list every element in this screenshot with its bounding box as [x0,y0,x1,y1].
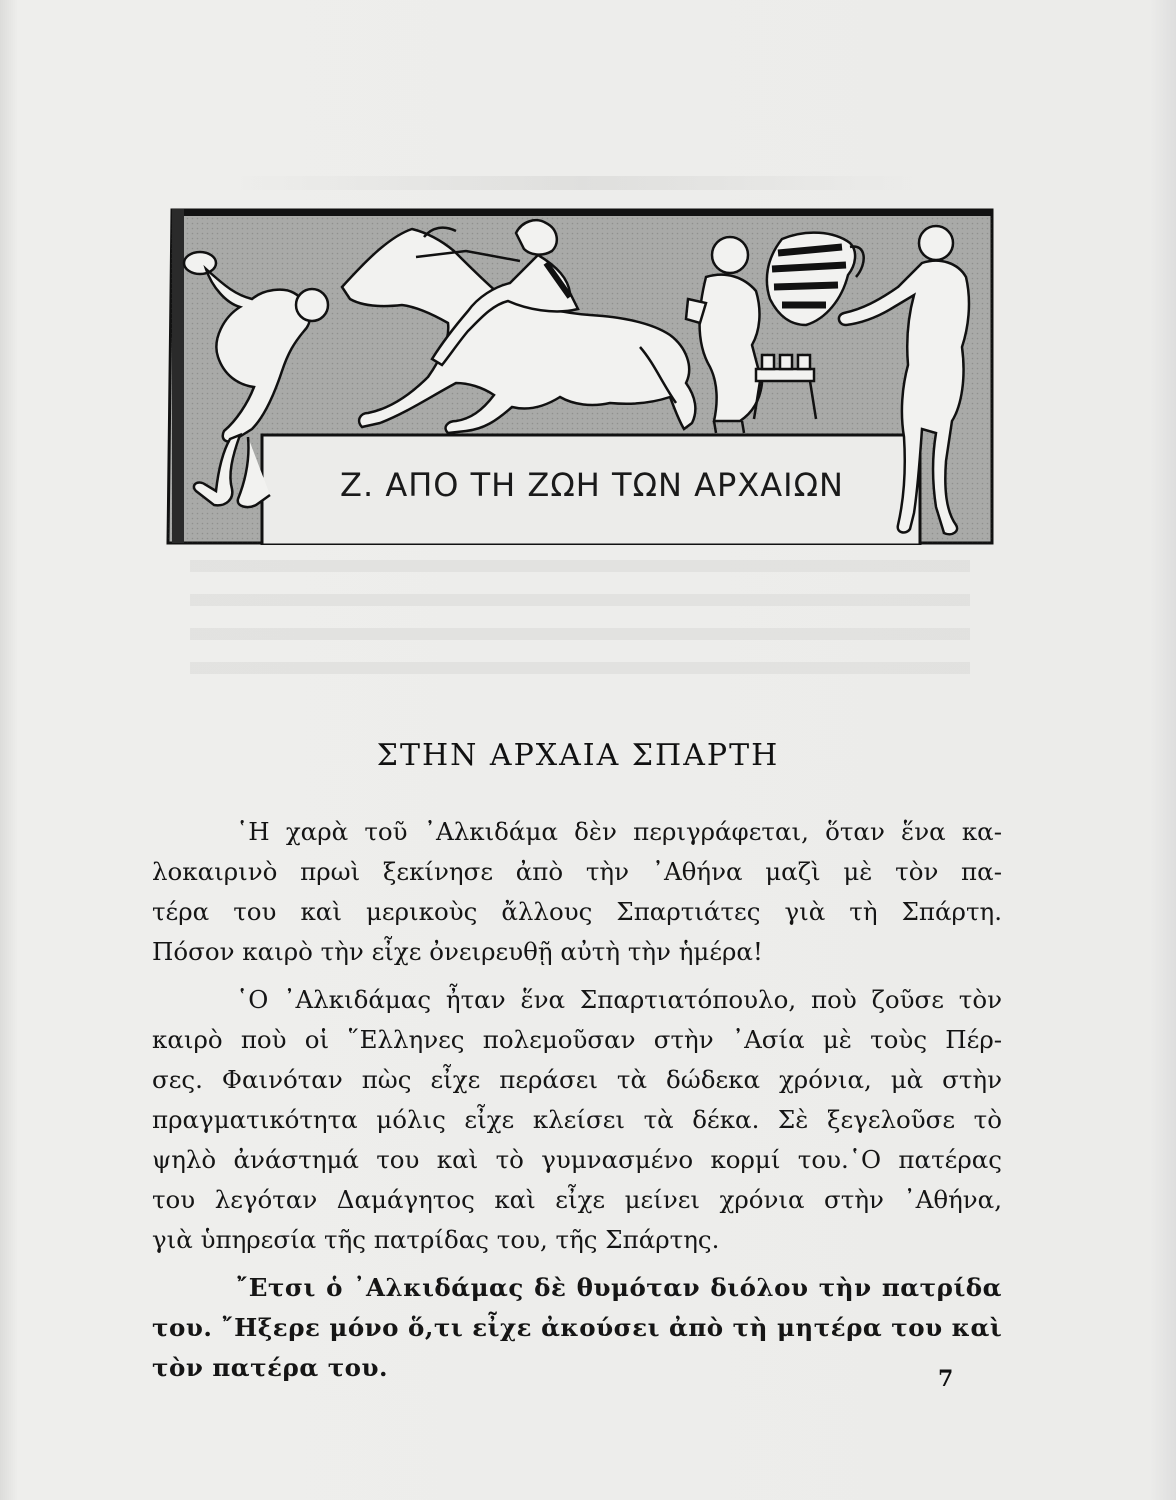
text-line: ῎Ετσι ὁ ᾿Αλκιδάμας δὲ θυμόταν διόλου τὴν πατρίδα [236,1273,1002,1302]
page-number: 7 [938,1366,954,1392]
text-line: ψηλὸ ἀνάστημά του καὶ τὸ γυμνασμένο κορμί του.῾Ο πατέρας [152,1145,1002,1174]
paragraph-2 [152,980,1002,1260]
text-line: ῾Ο ᾿Αλκιδάμας ἦταν ἕνα Σπαρτιατόπουλο, ποὺ ζοῦσε τὸν [236,985,1002,1014]
paragraph-3 [152,1268,1002,1388]
section-title: ΣΤΗΝ ΑΡΧΑΙΑ ΣΠΑΡΤΗ [376,738,780,773]
text-line: πραγματικότητα μόλις εἶχε κλείσει τὰ δέκα. Σὲ ξεγελοῦσε τὸ [152,1105,1002,1134]
text-line: γιὰ ὑπηρεσία τῆς πατρίδας του, τῆς Σπάρτης. [152,1225,720,1254]
text-line: ῾Η χαρὰ τοῦ ᾿Αλκιδάμα δὲν περιγράφεται, ὅταν ἕνα κα- [236,817,1002,846]
text-line: τέρα του καὶ μερικοὺς ἄλλους Σπαρτιάτες γιὰ τὴ Σπάρτη. [152,897,1002,926]
show-through-decoration [232,176,932,190]
show-through-decoration [190,560,970,690]
chapter-title: Ζ. ΑΠΟ ΤΗ ΖΩΗ ΤΩΝ ΑΡΧΑΙΩΝ [340,466,844,504]
text-line: καιρὸ ποὺ οἱ ῞Ελληνες πολεμοῦσαν στὴν ᾿Ασία μὲ τοὺς Πέρ- [152,1025,1002,1054]
text-line: λοκαιρινὸ πρωὶ ξεκίνησε ἀπὸ τὴν ᾿Αθήνα μαζὶ μὲ τὸν πα- [152,857,1002,886]
text-line: σες. Φαινόταν πὼς εἶχε περάσει τὰ δώδεκα χρόνια, μὰ στὴν [152,1065,1002,1094]
text-line: τὸν πατέρα του. [152,1353,389,1382]
body-text [152,812,1002,1396]
text-line: του. ῎Ηξερε μόνο ὅ,τι εἶχε ἀκούσει ἀπὸ τὴ μητέρα του καὶ [152,1313,1003,1342]
text-line: του λεγόταν Δαμάγητος καὶ εἶχε μείνει χρόνια στὴν ᾿Αθήνα, [152,1185,1002,1214]
paragraph-1 [152,812,1002,972]
text-line: Πόσον καιρὸ τὴν εἶχε ὀνειρευθῇ αὐτὴ τὴν ἡμέρα! [152,937,763,966]
